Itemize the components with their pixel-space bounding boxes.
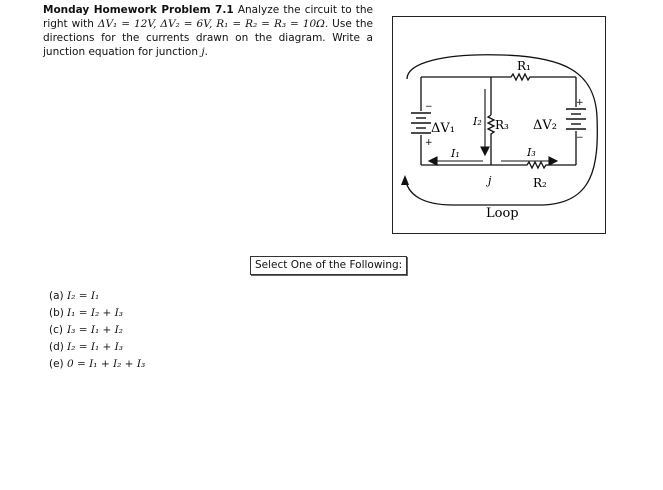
label-i1: I₁ [451,147,460,160]
answer-options [49,289,145,374]
label-i2: I₂ [473,115,482,128]
battery-dv2 [566,109,586,129]
top-wire [421,74,576,80]
problem-text-2: Use the directions for the currents drawn on the diagram. Write a junction equation for junction [43,18,373,58]
answer-option-b[interactable] [49,306,145,323]
label-r1: R₁ [517,59,531,73]
problem-period: . [204,46,208,58]
option-expression: I₃ = I₁ + I₂ [67,324,124,336]
loop-arrowhead [401,175,409,185]
circuit-svg [393,17,607,235]
arrow-i1-head [429,157,437,165]
option-label: (c) [49,324,63,336]
problem-title: Monday Homework Problem 7.1 [43,4,234,16]
dv2-minus-sign: − [576,133,584,143]
label-r2: R₂ [533,176,547,190]
option-label: (e) [49,358,64,370]
arrow-i2-head [481,147,489,155]
problem-text-1: Analyze the circuit to the right with [43,4,374,30]
option-label: (b) [49,307,64,319]
problem-given-values: ΔV₁ = 12V, ΔV₂ = 6V, R₁ = R₂ = R₃ = 10Ω. [97,18,329,30]
option-label: (a) [49,290,64,302]
answer-option-e[interactable] [49,357,145,374]
label-dv2: ΔV₂ [533,118,557,133]
label-junction: j [488,174,492,187]
answer-option-c[interactable] [49,323,145,340]
circuit-diagram [392,16,606,234]
label-r3: R₃ [495,118,509,132]
battery-dv1 [411,113,431,133]
select-prompt: Select One of the Following: [250,256,407,275]
option-expression: I₂ = I₁ + I₃ [67,341,124,353]
option-expression: I₂ = I₁ [67,290,100,302]
label-loop: Loop [486,206,519,221]
option-label: (d) [49,341,64,353]
label-dv1: ΔV₁ [431,121,455,136]
dv2-plus-sign: + [576,98,584,108]
problem-junction-name: j [201,46,205,58]
problem-statement [43,3,373,59]
dv1-plus-sign: + [425,138,433,148]
middle-r3-zigzag [488,115,494,165]
option-expression: I₁ = I₂ + I₃ [67,307,124,319]
arrow-i3-head [549,157,557,165]
option-expression: 0 = I₁ + I₂ + I₃ [67,358,146,370]
answer-option-d[interactable] [49,340,145,357]
answer-option-a[interactable] [49,289,145,306]
label-i3: I₃ [527,146,536,159]
dv1-minus-sign: − [425,102,433,112]
